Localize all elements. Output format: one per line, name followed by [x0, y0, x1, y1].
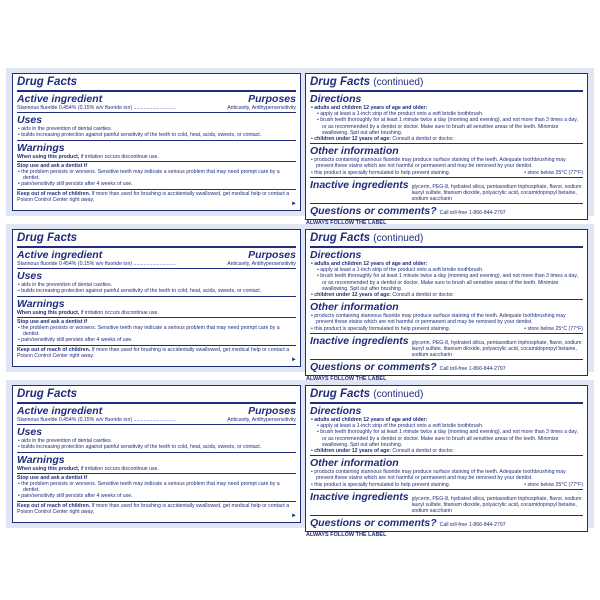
- purposes-heading: Purposes: [248, 405, 296, 417]
- drug-facts-right-column: [305, 73, 588, 220]
- other-info-item: • products containing stannous fluoride may produce surface staining of the teeth. Adequate toothbrushing may prevent these stains which are not harmful or permanent and may be removed by your dentist.: [311, 313, 566, 326]
- always-follow-label: ALWAYS FOLLOW THE LABEL: [306, 532, 387, 539]
- directions-heading: Directions: [310, 93, 362, 105]
- uses-heading: Uses: [17, 270, 43, 283]
- active-ingredient-heading: Active ingredient: [17, 249, 103, 261]
- drug-facts-continued-title: Drug Facts (continued): [310, 388, 583, 404]
- directions-item: • brush teeth thoroughly for at least 1 minute twice a day (morning and evening), and not more than 3 times a day, or as recommended by a dentist or doctor. Make sure to brush all sensitive areas of the teeth. Minimize swallowing. Spit out after brushing.: [317, 117, 578, 136]
- store-text: • store below 25°C (77°F): [524, 325, 583, 332]
- purpose-text: Anticavity, Antihypersensitivity: [227, 105, 296, 111]
- uses-item: • builds increasing protection against painful sensitivity of the teeth to cold, heat, acids, sweets, or contact.: [18, 288, 262, 295]
- inactive-ingredients-heading: Inactive ingredients: [310, 178, 409, 191]
- directions-item: • brush teeth thoroughly for at least 1 minute twice a day (morning and evening), and not more than 3 times a day, or as recommended by a dentist or doctor. Make sure to brush all sensitive areas of the teeth. Minimize swallowing. Spit out after brushing.: [317, 273, 578, 292]
- continue-arrow-icon: ►: [291, 201, 297, 207]
- uses-item: • builds increasing protection against painful sensitivity of the teeth to cold, heat, acids, sweets, or contact.: [18, 132, 262, 139]
- drug-facts-continued-title: Drug Facts (continued): [310, 232, 583, 248]
- questions-heading: Questions or comments?: [310, 517, 437, 530]
- directions-heading: Directions: [310, 405, 362, 417]
- stop-use-item: • the problem persists or worsens. Sensitive teeth may indicate a serious problem that may need prompt care by a dentist.: [18, 481, 280, 494]
- stop-use-item: • the problem persists or worsens. Sensitive teeth may indicate a serious problem that may need prompt care by a dentist.: [18, 325, 280, 338]
- active-ingredient-text: Stannous fluoride 0.454% (0.15% w/v fluoride ion) ..............................: [17, 105, 177, 111]
- stop-use-heading: Stop use and ask a dentist if: [17, 318, 88, 325]
- other-information-heading: Other information: [310, 457, 399, 470]
- stop-use-item: • pain/sensitivity still persists after 4 weeks of use.: [18, 181, 133, 188]
- uses-heading: Uses: [17, 114, 43, 127]
- active-ingredient-text: Stannous fluoride 0.454% (0.15% w/v fluoride ion) ..............................: [17, 417, 177, 423]
- inactive-ingredients-text: glycerin, PEG-8, hydrated silica, pentasodium triphosphate, flavor, sodium lauryl sulfate, titanium dioxide, polyacrylic acid, cocamidopropyl betaine, sodium saccharin: [411, 495, 582, 515]
- drug-facts-left-column: [12, 229, 301, 367]
- other-information-heading: Other information: [310, 301, 399, 314]
- directions-item: • apply at least a 1-inch strip of the product onto a soft bristle toothbrush.: [317, 423, 484, 430]
- questions-heading: Questions or comments?: [310, 205, 437, 218]
- drug-facts-left-column: [12, 385, 301, 523]
- inactive-ingredients-text: glycerin, PEG-8, hydrated silica, pentasodium triphosphate, flavor, sodium lauryl sulfate, titanium dioxide, polyacrylic acid, cocamidopropyl betaine, sodium saccharin: [411, 183, 582, 203]
- warnings-heading: Warnings: [17, 453, 65, 466]
- stop-use-heading: Stop use and ask a dentist if: [17, 474, 88, 481]
- uses-item: • aids in the prevention of dental cavities.: [18, 126, 113, 133]
- directions-item: • apply at least a 1-inch strip of the product onto a soft bristle toothbrush.: [317, 267, 484, 274]
- other-info-item: • products containing stannous fluoride may produce surface staining of the teeth. Adequate toothbrushing may prevent these stains which are not harmful or permanent and may be removed by your dentist.: [311, 157, 566, 170]
- stop-use-heading: Stop use and ask a dentist if: [17, 162, 88, 169]
- stop-use-item: • the problem persists or worsens. Sensitive teeth may indicate a serious problem that may need prompt care by a dentist.: [18, 169, 280, 182]
- questions-text: Call toll-free 1-866-844-2797: [439, 210, 506, 217]
- drug-facts-right-column: [305, 229, 588, 376]
- active-ingredient-heading: Active ingredient: [17, 93, 103, 105]
- directions-item: • brush teeth thoroughly for at least 1 minute twice a day (morning and evening), and not more than 3 times a day, or as recommended by a dentist or doctor. Make sure to brush all sensitive areas of the teeth. Minimize swallowing. Spit out after brushing.: [317, 429, 578, 448]
- drug-facts-left-column: [12, 73, 301, 211]
- inactive-ingredients-heading: Inactive ingredients: [310, 334, 409, 347]
- drug-facts-right-column: [305, 385, 588, 532]
- when-using-text: When using this product, if irritation occurs discontinue use.: [17, 309, 159, 316]
- store-text: • store below 25°C (77°F): [524, 169, 583, 176]
- other-info-item: • this product is specially formulated to help prevent staining. • store below 25°C (77°F): [311, 481, 583, 488]
- uses-item: • aids in the prevention of dental cavities.: [18, 438, 113, 445]
- questions-text: Call toll-free 1-866-844-2797: [439, 366, 506, 373]
- drug-facts-panel: [6, 380, 594, 539]
- inactive-ingredients-heading: Inactive ingredients: [310, 490, 409, 503]
- continue-arrow-icon: ►: [291, 357, 297, 363]
- stop-use-item: • pain/sensitivity still persists after 4 weeks of use.: [18, 337, 133, 344]
- drug-facts-panel: [6, 224, 594, 372]
- other-info-item: • this product is specially formulated to help prevent staining. • store below 25°C (77°F): [311, 325, 583, 332]
- purposes-heading: Purposes: [248, 93, 296, 105]
- directions-adults: • adults and children 12 years of age and older:: [311, 417, 428, 423]
- stop-use-item: • pain/sensitivity still persists after 4 weeks of use.: [18, 493, 133, 500]
- drug-facts-title: Drug Facts: [17, 388, 296, 404]
- when-using-text: When using this product, if irritation occurs discontinue use.: [17, 465, 159, 472]
- directions-heading: Directions: [310, 249, 362, 261]
- directions-children: • children under 12 years of age: Consult a dentist or doctor.: [311, 136, 455, 143]
- other-info-item: • products containing stannous fluoride may produce surface staining of the teeth. Adequate toothbrushing may prevent these stains which are not harmful or permanent and may be removed by your dentist.: [311, 469, 566, 482]
- directions-adults: • adults and children 12 years of age and older:: [311, 261, 428, 267]
- uses-item: • aids in the prevention of dental cavities.: [18, 282, 113, 289]
- drug-facts-continued-title: Drug Facts (continued): [310, 76, 583, 92]
- continue-arrow-icon: ►: [291, 513, 297, 519]
- when-using-text: When using this product, if irritation occurs discontinue use.: [17, 153, 159, 160]
- questions-text: Call toll-free 1-866-844-2797: [439, 522, 506, 529]
- keep-out-text: Keep out of reach of children. If more than used for brushing is accidentally swallowed, get medical help or contact a Poison Control Center right away.: [17, 190, 290, 203]
- drug-facts-title: Drug Facts: [17, 76, 296, 92]
- drug-facts-title: Drug Facts: [17, 232, 296, 248]
- inactive-ingredients-text: glycerin, PEG-8, hydrated silica, pentasodium triphosphate, flavor, sodium lauryl sulfate, titanium dioxide, polyacrylic acid, cocamidopropyl betaine, sodium saccharin: [411, 339, 582, 359]
- keep-out-text: Keep out of reach of children. If more than used for brushing is accidentally swallowed, get medical help or contact a Poison Control Center right away.: [17, 346, 290, 359]
- directions-item: • apply at least a 1-inch strip of the product onto a soft bristle toothbrush.: [317, 111, 484, 118]
- uses-item: • builds increasing protection against painful sensitivity of the teeth to cold, heat, acids, sweets, or contact.: [18, 444, 262, 451]
- active-ingredient-text: Stannous fluoride 0.454% (0.15% w/v fluoride ion) ..............................: [17, 261, 177, 267]
- drug-facts-panel: [6, 68, 594, 216]
- questions-heading: Questions or comments?: [310, 361, 437, 374]
- directions-children: • children under 12 years of age: Consult a dentist or doctor.: [311, 448, 455, 455]
- uses-heading: Uses: [17, 426, 43, 439]
- store-text: • store below 25°C (77°F): [524, 481, 583, 488]
- other-information-heading: Other information: [310, 145, 399, 158]
- active-ingredient-heading: Active ingredient: [17, 405, 103, 417]
- other-info-item: • this product is specially formulated to help prevent staining. • store below 25°C (77°F): [311, 169, 583, 176]
- warnings-heading: Warnings: [17, 141, 65, 154]
- purposes-heading: Purposes: [248, 249, 296, 261]
- keep-out-text: Keep out of reach of children. If more than used for brushing is accidentally swallowed, get medical help or contact a Poison Control Center right away.: [17, 502, 290, 515]
- purpose-text: Anticavity, Antihypersensitivity: [227, 417, 296, 423]
- warnings-heading: Warnings: [17, 297, 65, 310]
- directions-children: • children under 12 years of age: Consult a dentist or doctor.: [311, 292, 455, 299]
- purpose-text: Anticavity, Antihypersensitivity: [227, 261, 296, 267]
- directions-adults: • adults and children 12 years of age and older:: [311, 105, 428, 111]
